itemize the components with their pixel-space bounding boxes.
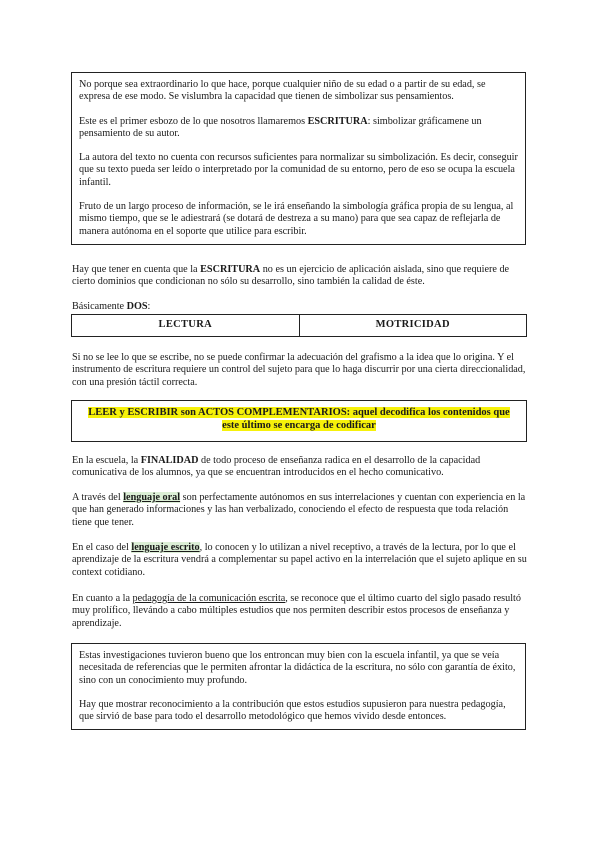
writing-text: Hay que tener en cuenta que la [72, 264, 201, 275]
reading-paragraph: Si no se lee lo que se escribe, no se puede confirmar la adecuación del grafismo a la idea que lo origina. Y el instrumento de escritura requiere un control del sujeto para que lo haga discurrir por una cierta direccionalidad, con una presión táctil correcta. [72, 352, 526, 388]
callout-text: LEER y ESCRIBIR son ACTOS COMPLEMENTARIOS: aquel decodifica los contenidos que este último se encarga de codificar [88, 407, 510, 431]
intro-paragraph-1: No porque sea extraordinario lo que hace, porque cualquier niño de su edad o a partir de su edad, se expresa de ese modo. Se vislumbra la capacidad que tienen de simbolizar sus pensamientos. [79, 79, 486, 103]
oral-paragraph [72, 492, 527, 529]
intro-paragraph-3: La autora del texto no cuenta con recursos suficientes para normalizar su simbolización. Es decir, conseguir que su texto pueda ser leído o interpretado por la comunidad de su entorno, pero de eso se ocupa la escuela infantil. [79, 152, 518, 188]
table-cell-reading: LECTURA [72, 315, 300, 337]
intro-box [71, 72, 526, 245]
oral-highlight: lenguaje oral [123, 492, 181, 503]
basic-bold: DOS [126, 301, 148, 312]
writing-paragraph [72, 264, 527, 289]
pedagogy-paragraph [72, 593, 527, 630]
research-box [71, 643, 526, 730]
basic-colon: : [147, 301, 151, 312]
intro-paragraph-2 [79, 116, 518, 141]
pedagogy-text-end: , se reconoce que el último cuarto del siglo pasado resultó muy prolífico, llevándo a cabo múltiples estudios que nos permiten describir estos procesos de enseñanza y aprendizaje. [72, 593, 521, 629]
pedagogy-underline: pedagogía de la comunicación escrita [132, 593, 286, 604]
skills-table [71, 314, 527, 337]
callout-box [71, 400, 527, 442]
research-paragraph-1: Estas investigaciones tuvieron bueno que los entroncan muy bien con la escuela infantil, ya que se veía necesitada de referencias que le permiten afrontar la didáctica de la escritura, no sólo con garantía de éxito, sino con un conocimiento muy profundo. [79, 650, 516, 686]
written-highlight: lenguaje escrito [131, 542, 200, 553]
writing-bold: ESCRITURA [200, 264, 261, 275]
school-text-end: de todo proceso de enseñanza radica en el desarrollo de la capacidad comunicativa de los alumnos, ya que se encuentran introducidos en el hecho comunicativo. [72, 455, 481, 479]
written-text: En el caso del [72, 542, 132, 553]
intro-p2-text: Este es el primer esbozo de lo que nosotros llamaremos [79, 115, 308, 127]
intro-paragraph-4: Fruto de un largo proceso de información, se le irá enseñando la simbología gráfica propia de su lengua, al mismo tiempo, que se le adiestrará (se dotará de destreza a su mano) para que sea capaz de reflejarla de manera autónoma en el soporte que utilice para escribir. [79, 201, 514, 237]
intro-p2-text-end: : simbolizar gráficamene un pensamiento de su autor. [79, 115, 482, 139]
school-bold: FINALIDAD [140, 455, 199, 466]
table-cell-motricity: MOTRICIDAD [299, 315, 527, 337]
oral-text-end: son perfectamente autónomos en sus interrelaciones y cuentan con experiencia en la que han generado informaciones y las han verbalizado, conociendo el efecto de respuesta que toda relación tiene que tener. [72, 492, 526, 528]
written-text-end: , lo conocen y lo utilizan a nivel receptivo, a través de la lectura, por lo que el aprendizaje de la escritura vendrá a complementar su papel activo en la interrelación que el sujeto aplique en su context cotidiano. [72, 542, 527, 578]
writing-text-end: no es un ejercicio de aplicación aislada, sino que requiere de cierto dominios que condicionan no sólo su desarrollo, sino también la calidad de éste. [72, 264, 510, 288]
school-paragraph [72, 455, 527, 480]
intro-p2-bold: ESCRITURA [307, 115, 368, 127]
written-paragraph [72, 542, 527, 579]
pedagogy-text: En cuanto a la [72, 593, 133, 604]
research-paragraph-2: Hay que mostrar reconocimiento a la contribución que estos estudios supusieron para nuestra pedagogía, que sirvió de base para todo el desarrollo metodológico que hemos vivido desde entonces. [79, 698, 506, 723]
school-text: En la escuela, la [72, 455, 141, 466]
basic-text: Básicamente [72, 301, 127, 312]
oral-text: A través del [72, 492, 124, 503]
basic-line [72, 301, 527, 313]
